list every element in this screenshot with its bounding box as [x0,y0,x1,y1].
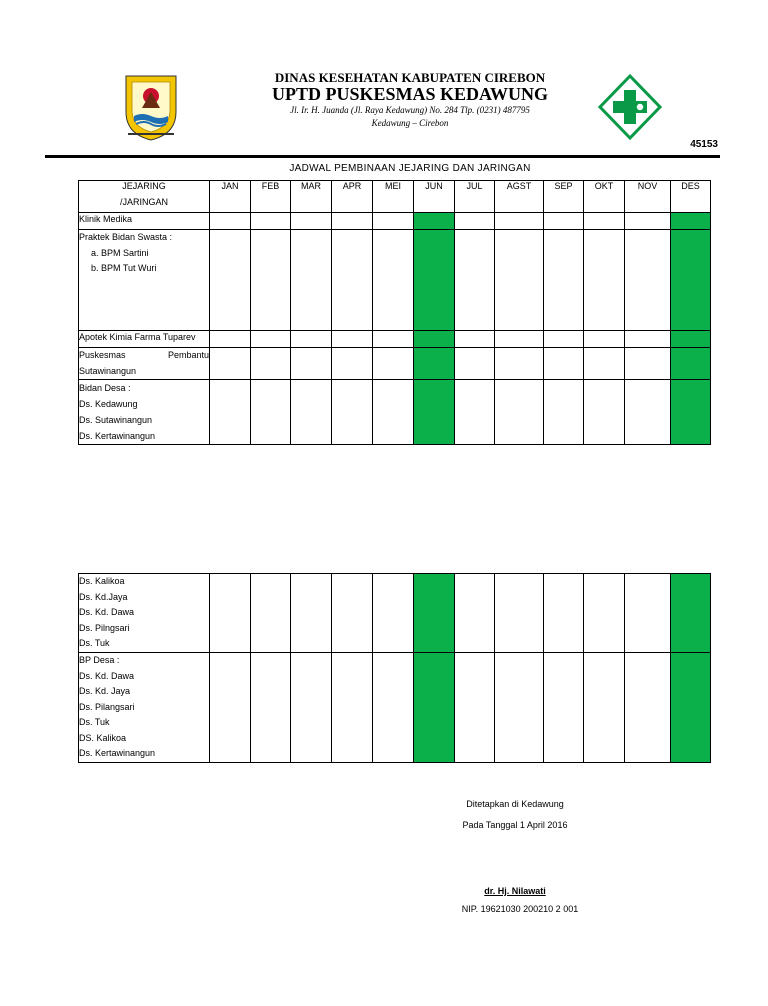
table-row [79,213,711,230]
table-row [79,331,711,348]
row-label-item: Ds. Kedawung [79,399,138,409]
month-cell [332,331,373,348]
month-cell [455,574,495,653]
puskesmas-cross-logo [598,74,662,140]
document-title: JADWAL PEMBINAAN JEJARING DAN JARINGAN [289,163,531,174]
month-cell [625,348,671,380]
scheduled-cell [671,331,711,348]
month-cell [495,380,544,445]
month-cell [332,213,373,230]
header-city: Kedawung – Cirebon [371,118,449,128]
row-label-text: Apotek Kimia Farma Tuparev [79,332,196,342]
month-cell [455,653,495,763]
month-cell [210,213,251,230]
row-label-text: Praktek Bidan Swasta : [79,232,173,242]
table-row [79,348,711,380]
month-cell [210,380,251,445]
month-cell [373,230,414,331]
month-cell [625,653,671,763]
month-cell [544,331,584,348]
month-cell [251,213,291,230]
month-cell [584,653,625,763]
month-cell [544,653,584,763]
month-cell [455,213,495,230]
row-label-text: Klinik Medika [79,214,133,224]
month-cell [251,574,291,653]
row-label [79,331,210,348]
scheduled-cell [414,574,455,653]
month-cell [455,348,495,380]
row-label [79,380,210,445]
row-label-item: Ds. Kalikoa [79,576,125,586]
scheduled-cell [671,574,711,653]
row-label-item: a. BPM Sartini [91,247,149,258]
table-row [79,653,711,763]
table-row [79,380,711,445]
row-label-text: Bidan Desa : [79,383,131,393]
month-cell [291,213,332,230]
row-label-item: Ds. Pilngsari [79,622,130,633]
month-cell [251,380,291,445]
month-header: JUN [414,181,455,213]
row-label-text: Sutawinangun [79,365,137,376]
schedule-table-part-1 [78,180,711,445]
month-cell [495,653,544,763]
month-cell [544,213,584,230]
month-header: JUL [455,181,495,213]
month-cell [495,213,544,230]
month-cell [373,574,414,653]
month-cell [332,348,373,380]
scheduled-cell [414,213,455,230]
scheduled-cell [414,331,455,348]
row-label-item: Ds. Kd. Jaya [79,686,131,696]
month-header: OKT [584,181,625,213]
scheduled-cell [671,230,711,331]
row-label-item: b. BPM Tut Wuri [91,263,157,273]
month-cell [251,653,291,763]
month-cell [584,380,625,445]
month-cell [455,331,495,348]
month-cell [625,213,671,230]
row-label [79,213,210,230]
month-cell [495,574,544,653]
row-label-item: DS. Kalikoa [79,732,127,743]
month-cell [291,230,332,331]
month-cell [291,653,332,763]
month-cell [210,653,251,763]
month-cell [625,380,671,445]
scheduled-cell [671,380,711,445]
month-cell [544,230,584,331]
scheduled-cell [414,653,455,763]
row-label-item: Ds. Kertawinangun [79,431,156,441]
scheduled-cell [671,653,711,763]
month-cell [291,380,332,445]
header-label-jejaring: JEJARING [122,181,166,191]
month-cell [625,331,671,348]
header-cell-jejaring [79,181,210,213]
month-cell [332,653,373,763]
month-header: MAR [291,181,332,213]
signatory-nip: NIP. 19621030 200210 2 001 [461,904,579,914]
scheduled-cell [414,380,455,445]
row-label-item: Ds. Pilangsari [79,701,135,712]
month-header: JAN [210,181,251,213]
month-cell [291,331,332,348]
row-label-item: Ds. Tuk [79,717,110,727]
signature-date: Pada Tanggal 1 April 2016 [462,820,568,830]
month-cell [210,348,251,380]
month-cell [291,574,332,653]
month-header: DES [671,181,711,213]
row-label-text: Pembantu [167,350,209,360]
month-cell [544,380,584,445]
month-cell [625,230,671,331]
month-cell [332,380,373,445]
signature-place: Ditetapkan di Kedawung [466,799,564,809]
scheduled-cell [414,348,455,380]
month-cell [495,348,544,380]
month-cell [373,380,414,445]
month-cell [495,331,544,348]
row-label-item: Ds. Sutawinangun [79,415,153,425]
row-label [79,348,210,380]
row-label [79,653,210,763]
header-agency-name: DINAS KESEHATAN KABUPATEN CIREBON [274,70,546,85]
month-cell [251,348,291,380]
scheduled-cell [671,348,711,380]
scheduled-cell [671,213,711,230]
header-label-jaringan: /JARINGAN [119,197,168,207]
month-cell [584,230,625,331]
month-header: NOV [625,181,671,213]
header-divider [45,155,720,158]
month-cell [251,230,291,331]
month-cell [373,331,414,348]
table-row [79,230,711,331]
month-cell [544,348,584,380]
month-cell [625,574,671,653]
row-label-pustu [79,348,209,364]
month-cell [373,213,414,230]
month-cell [210,574,251,653]
month-cell [584,331,625,348]
month-cell [584,348,625,380]
month-header: FEB [251,181,291,213]
month-cell [495,230,544,331]
month-cell [373,653,414,763]
row-label-item: Ds. Kertawinangun [79,748,156,758]
row-label [79,574,210,653]
table-header-row [79,181,711,213]
header-puskesmas-name: UPTD PUSKESMAS KEDAWUNG [271,84,549,104]
row-label [79,230,210,331]
signatory-name: dr. Hj. Nilawati [484,886,546,896]
month-cell [291,348,332,380]
scheduled-cell [414,230,455,331]
regency-emblem-logo [120,72,182,142]
month-cell [544,574,584,653]
month-cell [455,230,495,331]
month-cell [251,331,291,348]
month-cell [584,213,625,230]
month-cell [332,574,373,653]
month-cell [210,331,251,348]
postal-code: 45153 [690,139,718,150]
row-label-item: Ds. Tuk [79,638,110,648]
month-cell [210,230,251,331]
row-label-text: BP Desa : [79,655,120,665]
month-header: MEI [373,181,414,213]
table-row [79,574,711,653]
month-header: AGST [495,181,544,213]
month-header: SEP [544,181,584,213]
month-cell [455,380,495,445]
row-label-item: Ds. Kd.Jaya [79,591,128,602]
month-cell [584,574,625,653]
month-cell [373,348,414,380]
schedule-table-part-2 [78,573,711,763]
header-address: Jl. Ir. H. Juanda (Jl. Raya Kedawung) No. 284 Tlp. (0231) 487795 [290,105,530,115]
month-cell [332,230,373,331]
row-label-text: Puskesmas [79,350,126,360]
month-header: APR [332,181,373,213]
row-label-item: Ds. Kd. Dawa [79,607,135,617]
row-label-item: Ds. Kd. Dawa [79,670,135,681]
